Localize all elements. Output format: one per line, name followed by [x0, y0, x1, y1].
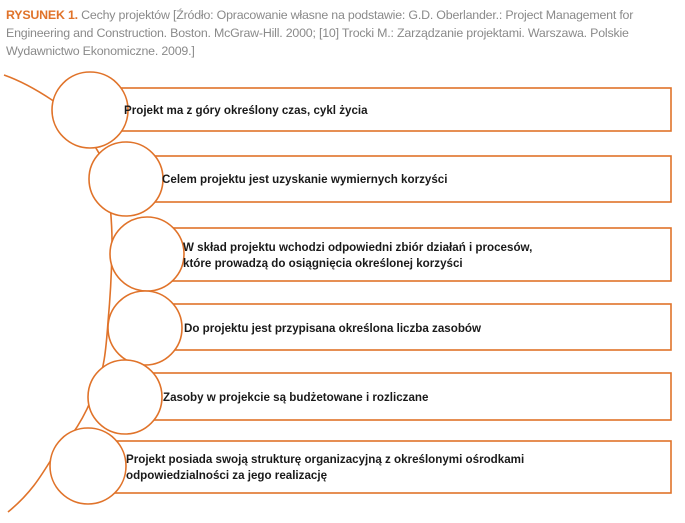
feature-text — [184, 322, 482, 335]
feature-text-line: Zasoby w projekcie są budżetowane i rozliczane — [163, 391, 429, 404]
figure-label: RYSUNEK 1. — [6, 8, 78, 22]
feature-box — [89, 441, 671, 493]
feature-text-line: Projekt posiada swoją strukturę organizacyjną z określonymi ośrodkami — [126, 453, 525, 466]
feature-text-line: Projekt ma z góry określony czas, cykl życia — [124, 104, 368, 117]
feature-text-line: odpowiedzialności za jego realizację — [126, 469, 328, 482]
bullet-circle — [50, 428, 126, 504]
feature-box — [146, 228, 671, 281]
feature-text — [162, 173, 447, 186]
feature-row — [88, 360, 671, 434]
feature-text-line: Do projektu jest przypisana określona liczba zasobów — [184, 322, 482, 335]
feature-text — [163, 391, 429, 404]
figure-caption-text: Cechy projektów [Źródło: Opracowanie własne na podstawie: G.D. Oberlander.: Project Management for Engineering and Construction. Boston. McGraw-Hill. 2000; [10] Trocki M.: Zarządzanie projektami. Warszawa. Polskie Wydawnictwo Ekonomiczne. 2009.] — [6, 8, 634, 58]
bullet-circle — [110, 217, 184, 291]
feature-row — [110, 217, 671, 291]
feature-row — [50, 428, 671, 504]
feature-text — [124, 104, 368, 117]
bullet-circle — [88, 360, 162, 434]
feature-text-line: Celem projektu jest uzyskanie wymiernych korzyści — [162, 173, 448, 186]
feature-text-line: które prowadzą do osiągnięcia określonej korzyści — [183, 257, 463, 270]
bullet-circle — [52, 72, 128, 148]
feature-text-line: W skład projektu wchodzi odpowiedni zbiór działań i procesów, — [183, 241, 533, 254]
feature-row — [108, 291, 671, 365]
feature-row — [89, 142, 671, 216]
bullet-circle — [108, 291, 182, 365]
feature-row — [52, 72, 671, 148]
bullet-circle — [89, 142, 163, 216]
